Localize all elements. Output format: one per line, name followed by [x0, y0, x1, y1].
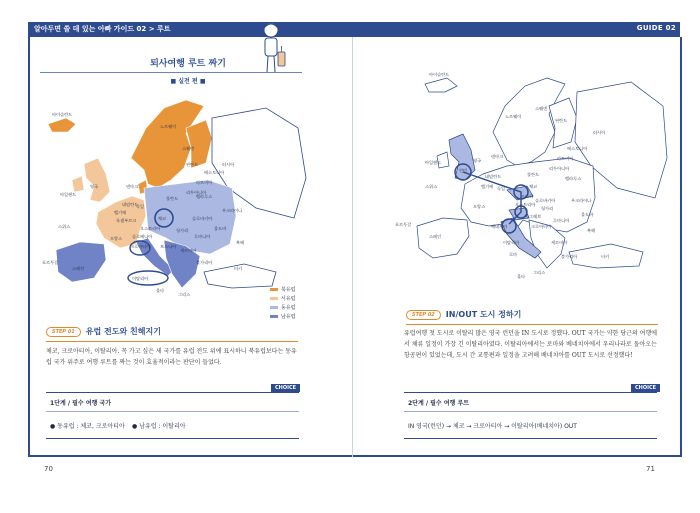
map-label: 슬로베니아: [132, 234, 153, 239]
map-label: 스위스: [58, 224, 71, 229]
map-label: 크로아티아: [531, 224, 552, 229]
step-body: 체코, 크로아티아, 이탈리아. 꼭 가고 싶은 세 국가를 유럽 전도 위에 표시하니 북유럽보다는 동유럽 국가 위주로 여행 루트를 짜는 것이 효율적이라는 판단이 들었다.: [46, 348, 297, 366]
map-label: 슬로바키아: [192, 216, 213, 221]
box-item: ● 남유럽 : 이탈리아: [132, 423, 186, 430]
guide-label: GUIDE 02: [636, 24, 676, 32]
map-label: 우크라이나: [571, 198, 592, 203]
step-body: 유럽여행 첫 도시로 이탈리 많은 영국 런던을 IN 도시로 정했다. OUT 국가는 약한 당근의 여행에서 체류 일정이 가장 긴 이탈리아였다. 이탈리아에서는 로마와 베네치아에서 우리나라로 돌아오는 항공편이 있었는데, 도시 간 교통편과 일정을 고려해 베네치아를 OUT 도시로 선정했다!: [404, 330, 658, 359]
header-bar: [28, 22, 680, 37]
map-label: 몰도바: [214, 226, 227, 231]
map-label: 베네치아: [491, 224, 508, 229]
map-label: 스웨덴: [182, 146, 195, 151]
traveler-illustration: [255, 18, 287, 76]
map-label: 폴란드: [527, 172, 540, 177]
map-label: 네덜란드: [122, 202, 139, 207]
map-label: 벨기에: [481, 184, 494, 189]
map-label: 헝가리: [541, 206, 554, 211]
step-title: 유럽 전도와 친해지기: [85, 327, 161, 336]
map-label: 독일: [497, 186, 506, 191]
map-label: 세르비아: [551, 240, 568, 245]
map-label: 체코: [529, 184, 538, 189]
map-label: 세르비아: [180, 248, 197, 253]
map-label: 아일랜드: [60, 192, 77, 197]
map-label: 아일랜드: [425, 160, 442, 165]
map-label: 포르투갈: [42, 260, 59, 265]
map-label: 오스트리아: [140, 226, 161, 231]
map-label: 핀란드: [555, 118, 568, 123]
map-label: 영국: [90, 184, 99, 189]
title-divider: [40, 72, 302, 73]
map-label: 스페인: [72, 266, 85, 271]
step-01: [46, 326, 161, 337]
map-label: 스웨덴: [535, 106, 548, 111]
land-iberia: [417, 218, 469, 258]
map-label: 스페인: [429, 234, 442, 239]
map-label: 폴란드: [166, 196, 179, 201]
map-label: 아이슬란드: [429, 72, 450, 77]
map-label: 루마니아: [194, 234, 211, 239]
step-title: IN/OUT 도시 정하기: [445, 310, 522, 319]
map-label: 덴마크: [126, 184, 139, 189]
region-uk: [84, 158, 110, 202]
box-item: ● 동유럽 : 체코, 크로아티아: [50, 423, 125, 430]
map-label: 핀란드: [186, 162, 199, 167]
map-label: 흑해: [236, 240, 245, 245]
box-divider: [404, 411, 657, 412]
region-iceland: [48, 118, 76, 132]
step-badge: STEP 02: [406, 310, 441, 320]
map-label: 터키: [234, 266, 243, 271]
box-bottom-line: [404, 438, 657, 439]
box-top-line: [404, 392, 657, 393]
page-number-left: 70: [44, 465, 53, 473]
map-label: 리투아니아: [549, 166, 570, 171]
map-label: 에스토니아: [204, 170, 225, 175]
map-label: 그리스: [178, 292, 191, 297]
box-top-line: [46, 392, 299, 393]
page-gutter: [352, 37, 353, 457]
map-label: 프랑스: [110, 236, 123, 241]
choice-tag: CHOICE: [631, 384, 660, 392]
map-label: 프랑스: [473, 204, 486, 209]
choice-tag: CHOICE: [271, 384, 300, 392]
legend-item-west: 서유럽: [270, 294, 296, 303]
map-label: 네덜란드: [485, 174, 502, 179]
box-divider: [46, 411, 299, 412]
europe-route-map: [385, 62, 670, 287]
map-label: 영국: [473, 158, 482, 163]
map-label: 노르웨이: [505, 114, 522, 119]
box-bottom-line: [46, 438, 299, 439]
map-label: 오스트리아: [515, 202, 536, 207]
map-label: 아이슬란드: [52, 112, 73, 117]
map-label: 에스토니아: [567, 146, 588, 151]
map-label: 덴마크: [491, 154, 504, 159]
box-label: 1단계 / 필수 여행 국가: [50, 400, 112, 407]
map-label: 스위스: [425, 184, 438, 189]
map-label: 흑해: [587, 228, 596, 233]
map-label: 러시아: [593, 130, 606, 135]
map-label: 헝가리: [176, 228, 189, 233]
map-label: 체코: [158, 216, 167, 221]
page-number-right: 71: [646, 465, 655, 473]
map-label: 터키: [601, 254, 610, 259]
legend-item-north: 북유럽: [270, 285, 296, 294]
step-badge: STEP 01: [46, 327, 81, 337]
map-label: 벨기에: [114, 210, 127, 215]
map-label: 노르웨이: [160, 124, 177, 129]
map-label: 이탈리아: [132, 276, 149, 281]
map-label: 크로아티아: [130, 244, 151, 249]
page-title: 퇴사여행 루트 짜기: [150, 59, 226, 69]
map-label: 벨라루스: [565, 176, 582, 181]
legend-item-east: 동유럽: [270, 303, 296, 312]
region-ireland: [72, 176, 84, 192]
map-label: 라트비아: [196, 180, 213, 185]
map-label: 런던: [459, 168, 468, 173]
map-label: 불가리아: [196, 260, 213, 265]
map-label: 포르투갈: [395, 222, 412, 227]
map-label: 자그레브: [525, 214, 542, 219]
map-label: 보스니아: [160, 244, 177, 249]
land-iceland: [425, 78, 457, 92]
map-label: 그리스: [533, 270, 546, 275]
map-label: 프라하: [521, 194, 534, 199]
map-label: 이탈리아: [503, 240, 520, 245]
region-finland: [186, 120, 212, 168]
map-label: 불가리아: [561, 254, 578, 259]
map-label: 리투아니아: [186, 190, 207, 195]
map-label: 러시아: [222, 162, 235, 167]
step-divider: [406, 324, 658, 325]
step-02: [406, 309, 521, 320]
map-label: 루마니아: [553, 218, 570, 223]
box-label: 2단계 / 필수 여행 루트: [408, 400, 470, 407]
map-label: 독일: [136, 204, 145, 209]
map-label: 룩셈부르크: [116, 218, 137, 223]
box-route: IN 영국(런던) → 체코 → 크로아티아 → 이탈리아(베네치아) OUT: [408, 423, 577, 430]
map-label: 몰도바: [581, 212, 594, 217]
map-label: 몰타: [517, 274, 526, 279]
land-finland: [549, 98, 577, 148]
map-label: 몰타: [156, 288, 165, 293]
map-legend: [270, 285, 296, 321]
breadcrumb: 알아두면 쓸 데 있는 아빠 가이드 02 > 루트: [34, 25, 171, 33]
step-divider: [46, 341, 298, 342]
page-subtitle: ■ 실전 편 ■: [170, 78, 206, 85]
map-label: 우크라이나: [222, 208, 243, 213]
europe-region-map: [36, 88, 316, 308]
map-label: 슬로바키아: [535, 198, 556, 203]
map-label: 라트비아: [557, 156, 574, 161]
region-iberia: [56, 242, 106, 282]
map-label: 로마: [509, 252, 518, 257]
legend-item-south: 남유럽: [270, 312, 296, 321]
map-label: 벨라루스: [196, 194, 213, 199]
